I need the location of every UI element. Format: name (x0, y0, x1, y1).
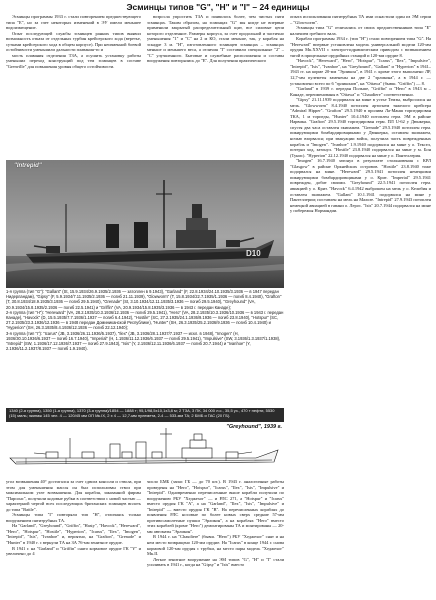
ship-group: 1-я группа (тип "G"): "Gallant" (St, 15.9.1934/26.9.1935/2.1936 — затоплен в 9.1943), "Garland" (F, 22.8.1934/24.10.1935/3.1936 — в 1947 передан Нидерландам), "Gipsy" (F, 5.9.1934/7.11.1935/2.1936 — погиб 21.11.1939), "Glowworm" (T, 15.8.1934/22.7.1935/1.1936 — погиб 8.4.1940), "Grafton" (T, 30.8.1934/18.9.1935/3.1936 — погиб 29.5.1940), "Grenade" (St, 3.10.1934/12.11.1935/3.1936 — погиб 29.5.1940), "Greyhound" (VA, 20.9.1934/15.8.1935/2.1936 — погиб 22.5.1941) и "Griffin" (VA, 20.9.1934/15.8.1935/3.1936 — в 1943 г. передан Канаде); (6, 289, 282, 310)
ship-group: 3-я группа (тип "I"): "Icarus" (JB, 3.1936/26.11.1936/5.1937), "Ilex" (JB, 3.1936/28.1.1937/7.1937 — искл. в 1948), "Imogen" (H, 1936/30.10.1936/6.1937 — погиб 16.7.1940), "Imperial" (H, 1.1936/11.12.1936/6.1937 — погиб 29.5.1941), "Impulsive" (SW, 3.1936/1.3.1937/1.1938), "Intrepid" (SW, 1.1936/17.12.1936/7.1937 — погиб 27.9.1943), "Isis" (Y, 2.1936/12.11.1936/6.1937 — погиб 20.7.1944) и "Ivanhoe" (Y, 2.1936/11.2.1937/8.1937 — погиб 1.9.1940). (6, 330, 281, 352)
ship-list (6, 289, 284, 407)
paragraph: Эсминцы программы 1933 г. стали повторением предшествующего типа "Е", но за счет некоторых изменений в ЭУ имели меньшее водоизмещение. (6, 14, 141, 31)
paragraph: Опыт последующей службы эсминцев ранних типов выявил возможность отказа от отдельных турбин крейсерского хода (веретье, сутками крейсерского хода в общем корпусе). При неизменной боевой остойчивости уменьшили дальности плавания-то и (6, 30, 141, 53)
text-column-bottom-left (6, 479, 141, 595)
paragraph: "Havock", "Hereward", "Hero", "Hotspur", "Icarus", "Ilex", "Impulsive", "Intrepid", "Isis", "Ivanhoe", на "Greyhound", "Gallant" и "Hyperion" в 1941–1943 гг. на корме 20-мм "Эрликон", в 1941 г. кроме этого выполнено ЛР, 12,7-мм пулеметы заменены на две 2 "эрликона", а в 1944 г. — установлено всего по 6 "эрликонов", на "Ottawa" (бывш. "Griffin") — 8. (290, 58, 431, 86)
page-title: Эсминцы типов "G", "H" и "I" – 24 единицы (126, 2, 310, 12)
ship-photo (6, 160, 284, 288)
paragraph: Эсминцы типа "I" повторяли тип "H", отличаясь только вооружением пятитрубных ТА. (6, 512, 141, 523)
ship-profile-drawing (6, 424, 284, 476)
drawing-caption: "Greyhound", 1939 г. (226, 424, 282, 430)
text-column-bottom-middle (147, 479, 284, 595)
paragraph: "Gipsy" 21.11.1939 подорвался на мине в устье Темзы, выбросился на мель. "Glowworm" 8.4.1940 потоплен артогнем тяжелого крейсера "Admiral Hipper". "Grafton" 29.5.1940 в пролива Ла-Манш торпедирован ТКА, 1 м торпеды, "Hunter" 10.4.1940 потоплен герм. ЭМ в районе Нарвика. "Grafton" 29.5.1940 торпедирован герм. ПЛ U-62 у Дюнкерка, спустя два часа оставлен экипажем. "Grenade" 29.5.1940 потоплен герм. пикирующими бомбардировщиками у Дюнкерка, оставлен экипажем, ночью взорвался; при эвакуации войск, получила часть поврежденных корабль и "Imogen". "Ivanhoe" 1.9.1940 подорвался на мине у о. Тексел, потерял ход, затонул. "Hostile" 23.8.1940 подорвался на мине у м. Бон (Тунис). "Hyperion" 22.12.1940 подорвался на мине у о. Пантеллерия. (290, 97, 431, 158)
paragraph: угол возвышения 40° достигался за счет сдвига консоли и ствола, при этом для уменьшения массы он был использован ствол при максимальном угле возвышения. Для корабля, заказанной фирмы "Парсонс", получили кодовые рубки в соответствии с новой частью — характерной чертой всех последующих британских эсминцев вплоть до типа "Battle". (6, 479, 141, 512)
specifications-band: 1340 (2-я группа), 1350 (1-я группа), 1370 (3-я группа)/1854 — 1888 т; 95,1/98,5х10,1х3,8 м; 2 ТЗА, 3 ПК, 34 000 л.с., 35,5 уз., 470 т нефти, 5530 (15) миль; экипаж 145 чел. 4 — 120/45 мм ОП Мк.IX, 2 х 4 — 12,7-мм пулемета, 2-4 — 533-мм ТА; 2 БМБ и ГАС (20 ГБ). (6, 408, 284, 422)
text-column-top-left (6, 14, 141, 158)
paragraph: Эсминцы типа "G" отличались от своих предшественников типа "E" наличием гребного вала. (290, 25, 431, 36)
paragraph: возросла упростить ТЗА и появилось более, чем чистых пяти эсминцах. Таким образом, на эсминцах "G" мы нигде не впервые применили закрытый распределительный щит, все силовые цепи которого отделенное. Размеры корпуса, за счет продольной и частично уменьшения "1" и "С" на 2 м КО, стали меньше, так, у корабля на эскадре 3 м. "Н", изготовленного эсминцев эсминцах – эсминцах меньше и меньшего веса, а отличия "I" составили специальные "2" – "С" улучшенного. Бытовые и служебные расположения и составы вооружения повторялись до "Е". Для получения практического (147, 14, 284, 64)
paragraph: число БМБ (запас ГБ — до 70 шт.). В 1943 г. аналогичные работы проведены на "Hero", "Hotspur", "Icarus", "Ilex", "Isis", "Impulsive" и "Intrepid". Одновременно перечисленные выше корабли получили по вооружению РБУ "Хеджехог" — и РЛС 271, а "Hotspur" и "Icarus" вместо орудия ГК "А", а на "Garland", "Ilex", "Isis", "Impulsive" и "Intrepid" — вместо орудия ГК "В". На перечисленных кораблях до появления РЛС носовые по более новых сверх средние 57-мм противосамолетные пушки "Эрликон", а на кораблях "Hero" вместо этих кораблей (кроме "Hero") демонтированы ТА и монтированы — 20-мм автоматы "Эрликон". (147, 479, 284, 534)
text-column-right (290, 14, 431, 594)
paragraph: мость плавания отделения ТЗА, а осушить установку работы уменьшил переход конструкций под тем эсминцев в составе "Grenville" для повышения уровня общего остойчивости. (6, 52, 141, 69)
ship-photo-image (6, 160, 284, 288)
ship-group: 2-я группа (тип "H"): "Hereward" (VA, 28.2.1935/10.3.1936/12.1936 — погиб 29.5.1941), "Hero" (VA, 28.2.1935/10.3.1936/10.1936 — в 1943 г. передан Канаде), "Havock" (D, 15.5.1935/7.7.1936/1.1937 — погиб 6.4.1942), "Hostile" (SC, 27.2.1935/24.1.1936/9.1936 — погиб 23.8.1940), "Hotspur" (SC, 27.2.1935/23.3.1936/12.1936 — в 1948 передан Доминиканской Республике), "Hunter" (SH, 26.3.1935/25.2.1936/9.1936 — погиб 10.4.1940) и "Hyperion" (SH, 26.3.1935/8.4.1936/12.1936 — погиб 22.12.1940); (6, 309, 284, 331)
paragraph: Корабли программы 1934 г. (тип "H") стали повторением типа "G". На "Hereward" впервые установлена модель универсальной модели 120-мм орудия Мк.XXVII с электро-гидравлическим приводом с возвышением тягой в прицельные орудийных станций и 120-мм орудие 8. (290, 36, 431, 58)
paragraph: В 1941 г. на "Garland" и "Griffin" снято кормовое орудие ГК "Y" и увеличено до 4 (6, 545, 141, 557)
paragraph: "Imogen" 16.7.1940 затонул в результате столкновения с КРЛ "Glasgow" в районе Оркнейских островов. "Hostile" 23.8.1940 тоже подорвался на мине. "Hereward" 29.5.1941 потоплен немецкими пикирующими бомбардировщиками у о. Крит. "Imperial" 29.5.1941 поврежден, добит своими. "Greyhound" 22.5.1941 потоплен герм. авиацией у о. Крит. "Havock" 6.4.1942 выброшен на мель у о. Келибия и оставлен экипажем. "Gallant" 10.1.1941 подорвался на мине у Пантеллерии; поставлен на мель на Мальте. "Intrepid" 27.9.1943 потоплен немецкой авиацией в гавани о. Лерос. "Isis" 20.7.1944 подорвался на мине у побережья Нормандии. (290, 158, 431, 214)
ship-profile-image (6, 424, 284, 476)
paragraph: Легкое зенитное вооружение на ЭМ типов "G", "H" и "I" стали усиливать в 1941 г., когда на "Gipsy" и "Isis" вместо (147, 556, 284, 568)
paragraph: опыта использования пятитрубных ТА ими оснастили один из ЭМ серии – "Glowworm". (290, 14, 431, 25)
hull-number: D10 (246, 249, 261, 258)
text-column-top-middle (147, 14, 284, 158)
paragraph: "Garland" в 1939 г. передан Польше, "Griffin" и "Hero" в 1943 м – Канаде, переименованы в "Ottawa" и "Chaudiere" соответственно. (290, 86, 431, 97)
paragraph: В 1944 г. на "Chaudiere" (бывш. "Hero") РБУ "Хеджехог" снят и на нем место возвращено 120-мм орудие. На "Icarus" в конце 1944 г. снова кормовой 120-мм орудия с трубки, на место пары модель "Хеджехог" Мк.II. (147, 534, 284, 557)
photo-caption: "Intrepid" (14, 163, 42, 169)
paragraph: На "Garland", "Greyhound", "Griffin", "Hasty", "Havock", "Hereward", "Hero", "Hotspur", "Hostile", "Hyperion", "Icarus", "Ilex", "Imogen", "Intrepid", "Isis", "Ivanhoe" и, вероятно, на "Grafton", "Grenade" и "Hunter" в 1940 г. с вернули ТА на ЗА 76-мм зенитное орудие. (6, 523, 141, 546)
